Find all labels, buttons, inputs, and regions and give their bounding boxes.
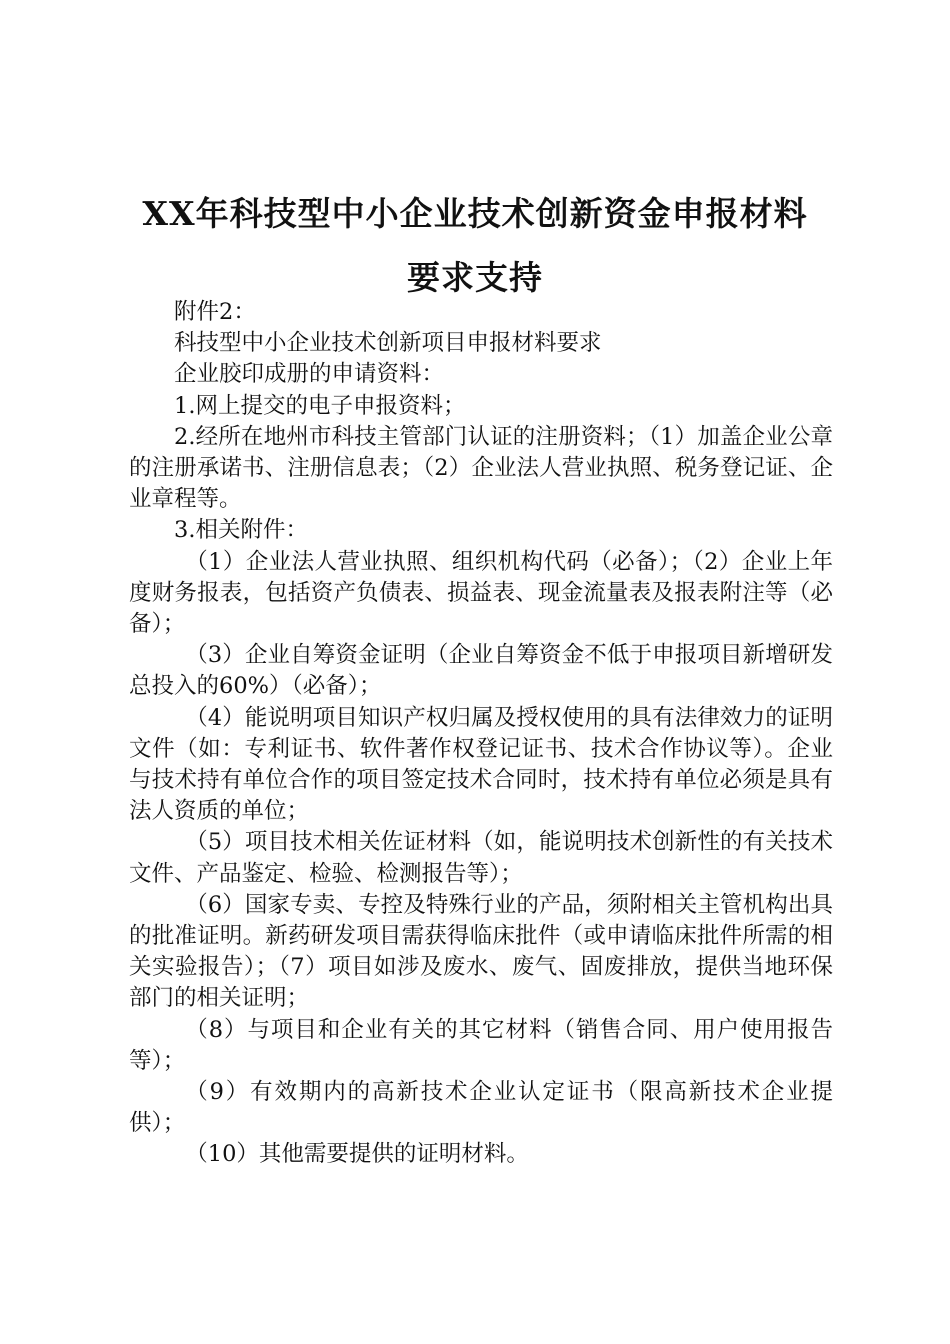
document-title-line-2: 要求支持 <box>407 258 543 297</box>
attachment-3-self-funding: （3）企业自筹资金证明（企业自筹资金不低于申报项目新增研发总投入的60%）（必备）； <box>129 642 833 700</box>
attachment-6-7-approvals-environment: （6）国家专卖、专控及特殊行业的产品，须附相关主管机构出具的批准证明。新药研发项目需获得临床批件（或申请临床批件所需的相关实验报告）；（7）项目如涉及废水、废气、固废排放，提供当地环保部门的相关证明； <box>129 891 833 1012</box>
bound-materials-intro: 企业胶印成册的申请资料： <box>174 361 445 388</box>
attachment-8-other-materials: （8）与项目和企业有关的其它材料（销售合同、用户使用报告等）； <box>129 1016 833 1074</box>
attachment-10-other-proofs: （10）其他需要提供的证明材料。 <box>185 1141 529 1168</box>
item-2-registration-materials: 2.经所在地州市科技主管部门认证的注册资料；（1）加盖企业公章的注册承诺书、注册信息表；（2）企业法人营业执照、税务登记证、企业章程等。 <box>129 423 833 513</box>
attachment-label: 附件2： <box>174 299 256 325</box>
item-3-related-attachments: 3.相关附件： <box>174 517 308 544</box>
attachment-9-high-tech-certificate: （9）有效期内的高新技术企业认定证书（限高新技术企业提供）； <box>129 1079 833 1137</box>
attachment-5-technical-evidence: （5）项目技术相关佐证材料（如，能说明技术创新性的有关技术文件、产品鉴定、检验、检测报告等）； <box>129 829 833 887</box>
document-title-line-1: XX年科技型中小企业技术创新资金申报材料 <box>142 194 808 233</box>
attachment-4-ip-documents: （4）能说明项目知识产权归属及授权使用的具有法律效力的证明文件（如：专利证书、软件著作权登记证书、技术合作协议等）。企业与技术持有单位合作的项目签定技术合同时，技术持有单位必须是具有法人资质的单位； <box>129 704 833 825</box>
requirements-heading: 科技型中小企业技术创新项目申报材料要求 <box>174 330 602 357</box>
document-body <box>129 297 833 1171</box>
item-1-online-materials: 1.网上提交的电子申报资料； <box>174 392 466 419</box>
attachment-1-2-license-financials: （1）企业法人营业执照、组织机构代码（必备）；（2）企业上年度财务报表，包括资产负债表、损益表、现金流量表及报表附注等（必备）； <box>129 548 833 638</box>
